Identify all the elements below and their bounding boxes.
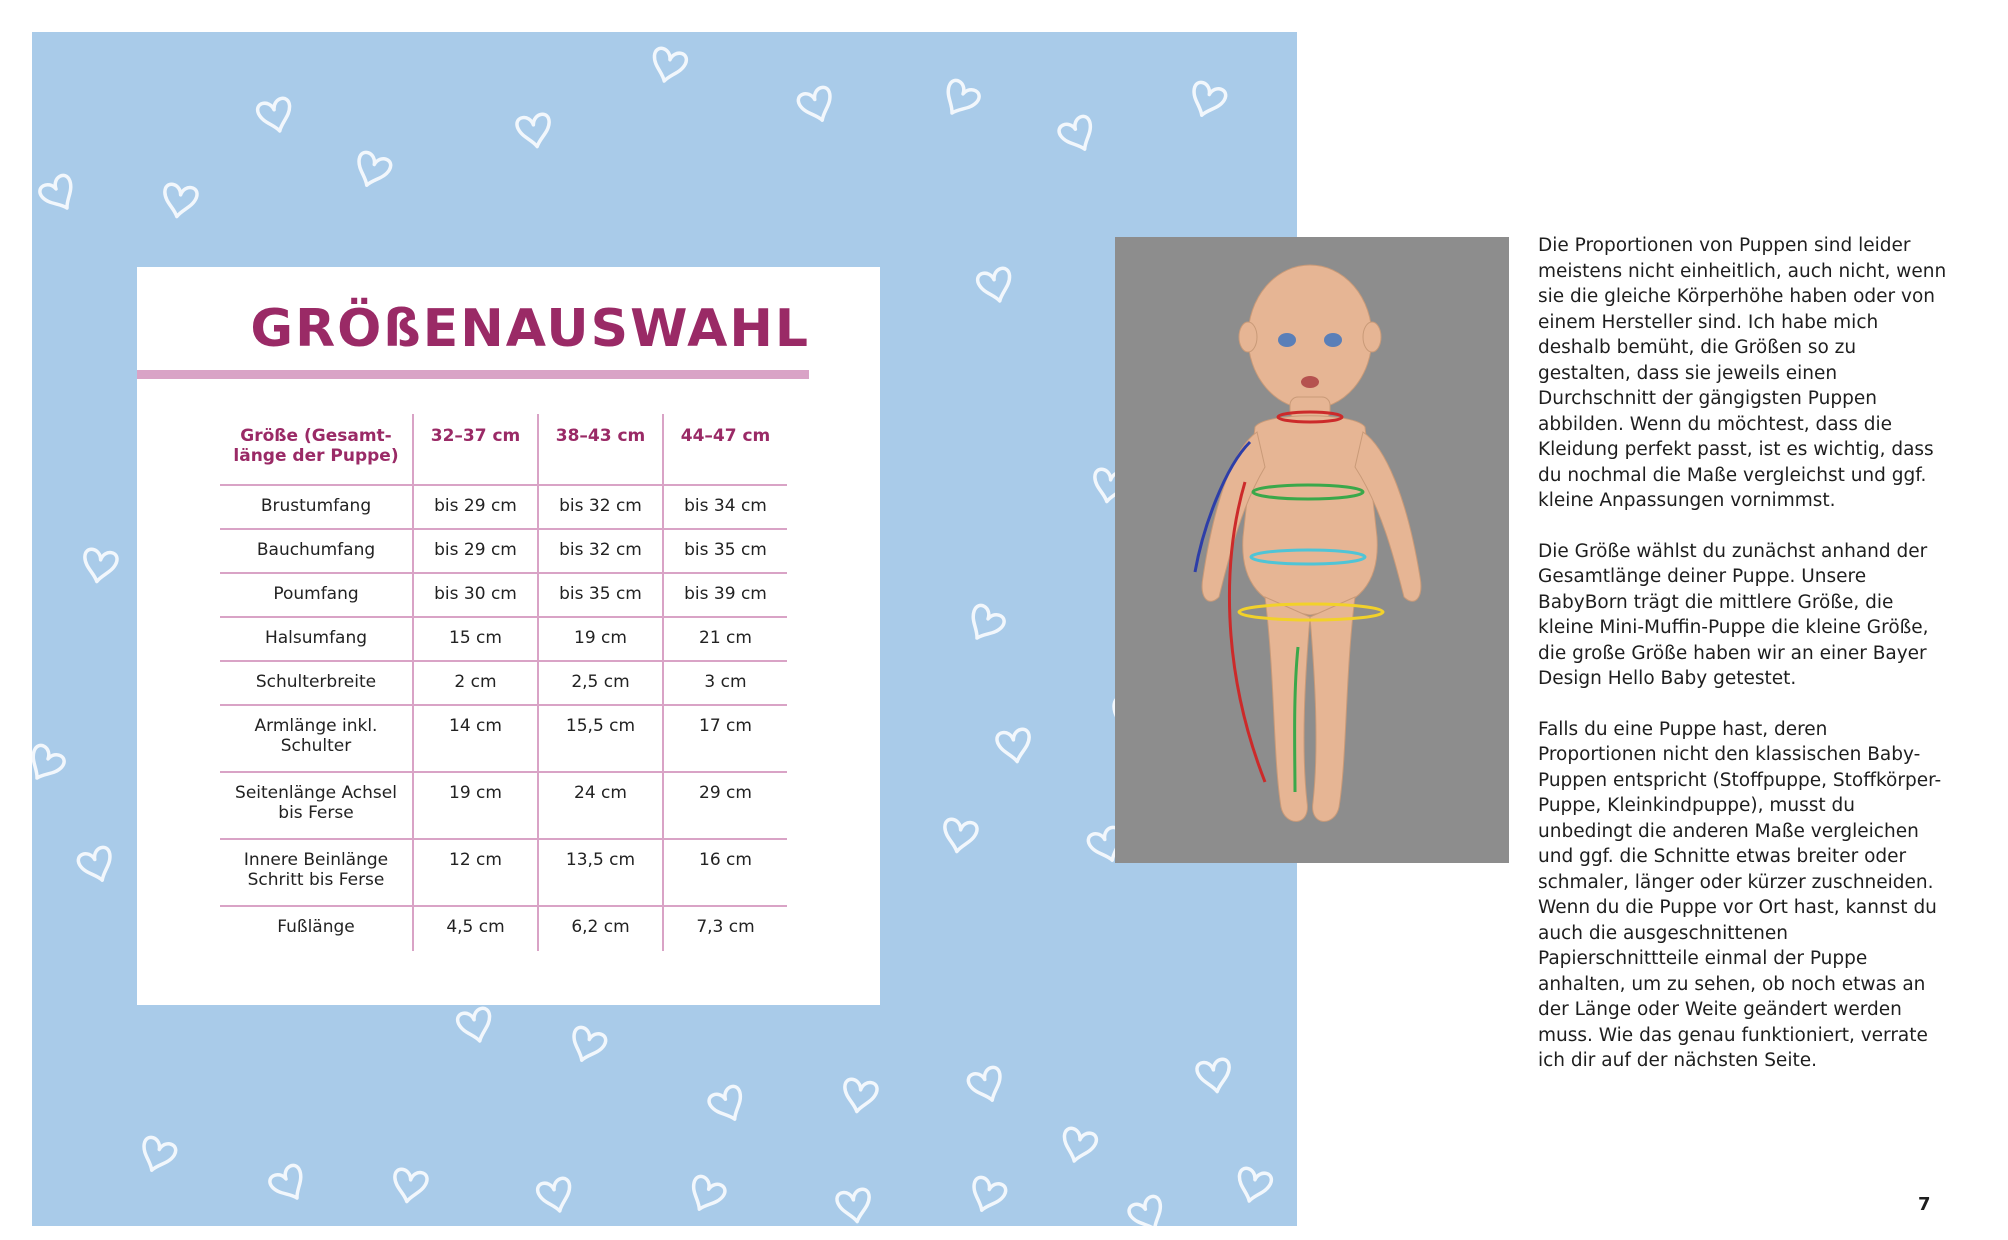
cell-medium: 2,5 cm <box>538 661 663 705</box>
row-label: Halsumfang <box>220 617 413 661</box>
table-row-innere-beinlaenge <box>220 839 787 906</box>
doll-ear-right <box>1363 322 1381 352</box>
heart-decoration <box>963 603 1007 646</box>
heart-decoration <box>796 86 837 126</box>
table-row-armlaenge <box>220 705 787 772</box>
heart-decoration <box>967 1176 1008 1216</box>
cell-large: 7,3 cm <box>663 906 787 951</box>
table-row-schulterbreite <box>220 661 787 705</box>
heart-decoration <box>836 1188 873 1224</box>
table-row-fusslaenge <box>220 906 787 951</box>
heart-decoration <box>1187 81 1228 121</box>
cell-small: 4,5 cm <box>413 906 538 951</box>
heart-decoration <box>1057 114 1099 156</box>
cell-large: 3 cm <box>663 661 787 705</box>
row-label: Armlänge inkl. Schulter <box>220 705 413 772</box>
heart-decoration <box>707 1084 749 1126</box>
table-row-bauchumfang <box>220 529 787 573</box>
cell-small: bis 29 cm <box>413 529 538 573</box>
row-label: Schulterbreite <box>220 661 413 705</box>
row-label: Fußlänge <box>220 906 413 951</box>
row-label: Innere Beinlänge Schritt bis Ferse <box>220 839 413 906</box>
cell-medium: 6,2 cm <box>538 906 663 951</box>
heart-decoration <box>516 113 553 149</box>
size-chart-card <box>137 267 880 1005</box>
heart-decoration <box>649 47 688 85</box>
doll-eye-left <box>1278 333 1296 347</box>
heart-decoration <box>841 1078 878 1114</box>
page-number: 7 <box>1918 1194 1931 1215</box>
heart-decoration <box>996 728 1033 764</box>
cell-medium: 13,5 cm <box>538 839 663 906</box>
cell-large: 29 cm <box>663 772 787 839</box>
heart-decoration <box>1059 1127 1098 1165</box>
cell-medium: bis 32 cm <box>538 485 663 529</box>
heart-decoration <box>941 818 978 854</box>
doll-eye-right <box>1324 333 1342 347</box>
cell-large: bis 34 cm <box>663 485 787 529</box>
row-label: Seitenlänge Achsel bis Ferse <box>220 772 413 839</box>
heart-decoration <box>81 548 118 584</box>
cell-large: bis 35 cm <box>663 529 787 573</box>
heart-decoration <box>137 1136 178 1176</box>
heart-decoration <box>391 1168 428 1204</box>
hearts-fabric-background <box>32 32 1297 1226</box>
heart-decoration <box>938 78 982 121</box>
column-header-size: Größe (Gesamt-länge der Puppe) <box>233 426 399 466</box>
heart-decoration <box>567 1026 608 1066</box>
cell-medium: bis 32 cm <box>538 529 663 573</box>
cell-small: 19 cm <box>413 772 538 839</box>
heart-decoration <box>456 1007 495 1045</box>
table-row-seitenlaenge <box>220 772 787 839</box>
row-label: Poumfang <box>220 573 413 617</box>
doll-torso <box>1243 416 1378 615</box>
size-table-header <box>220 414 787 485</box>
table-row-brustumfang <box>220 485 787 529</box>
cell-large: bis 39 cm <box>663 573 787 617</box>
paragraph: Falls du eine Puppe hast, deren Proportionen nicht den klassischen Baby-Puppen entspricht (Stoffpuppe, Stoffkörper-Puppe, Kleinkindpuppe), musst du unbedingt die anderen Maße vergleichen und ggf. die Schnitte etwas breiter oder schmaler, länger oder kürzer zuschneiden. Wenn du die Puppe vor Ort hast, kannst du auch die ausgeschnittenen Papierschnittteile einmal der Puppe anhalten, um zu sehen, ob noch etwas an der Länge oder Weite geändert werden muss. Wie das genau funktioniert, verrate ich dir auf der nächsten Seite. <box>1538 718 1942 1071</box>
column-header-medium: 38–43 cm <box>538 414 663 485</box>
heart-decoration <box>267 1163 311 1206</box>
heart-decoration <box>256 97 295 135</box>
heart-decoration <box>966 1066 1007 1106</box>
cell-medium: bis 35 cm <box>538 573 663 617</box>
heart-decoration <box>37 173 81 216</box>
doll-ear-left <box>1239 322 1257 352</box>
heart-decoration <box>1234 1167 1273 1205</box>
cell-medium: 24 cm <box>538 772 663 839</box>
size-table <box>220 414 787 951</box>
heart-decoration <box>685 1174 727 1216</box>
column-header-small: 32–37 cm <box>413 414 538 485</box>
cell-large: 21 cm <box>663 617 787 661</box>
cell-large: 16 cm <box>663 839 787 906</box>
table-row-poumfang <box>220 573 787 617</box>
cell-small: bis 29 cm <box>413 485 538 529</box>
column-header-large: 44–47 cm <box>663 414 787 485</box>
heart-decoration <box>1196 1058 1233 1094</box>
title-underline <box>137 370 809 379</box>
body-text <box>1538 233 1948 1099</box>
cell-medium: 15,5 cm <box>538 705 663 772</box>
cell-small: 14 cm <box>413 705 538 772</box>
heart-decoration <box>352 151 393 191</box>
heart-decoration <box>32 743 67 786</box>
paragraph: Die Größe wählst du zunächst anhand der Gesamtlänge deiner Puppe. Unsere BabyBorn trägt die mittlere Größe, die kleine Mini-Muffin-Puppe die kleine Größe, die große Größe haben wir an einer Bayer Design Hello Baby getestet. <box>1538 540 1929 689</box>
row-label: Brustumfang <box>220 485 413 529</box>
cell-small: bis 30 cm <box>413 573 538 617</box>
heart-decoration <box>1127 1194 1169 1226</box>
size-chart-title: GRÖßENAUSWAHL <box>250 299 810 359</box>
doll-mouth <box>1301 376 1319 388</box>
cell-small: 2 cm <box>413 661 538 705</box>
cell-small: 12 cm <box>413 839 538 906</box>
heart-decoration <box>76 846 117 886</box>
paragraph: Die Proportionen von Puppen sind leider meistens nicht einheitlich, auch nicht, wenn sie die gleiche Körperhöhe haben oder von einem Hersteller sind. Ich habe mich deshalb bemüht, die Größen so zu gestalten, dass sie jeweils einen Durchschnitt der gängigsten Puppen abbilden. Wenn du möchtest, dass die Kleidung perfekt passt, ist es wichtig, dass du nochmal die Maße vergleichst und ggf. kleine Anpassungen vornimmst. <box>1538 235 1947 511</box>
row-label: Bauchumfang <box>220 529 413 573</box>
cell-large: 17 cm <box>663 705 787 772</box>
cell-small: 15 cm <box>413 617 538 661</box>
heart-decoration <box>976 267 1015 305</box>
cell-medium: 19 cm <box>538 617 663 661</box>
doll-measurement-photo <box>1115 237 1509 863</box>
heart-decoration <box>161 183 198 219</box>
heart-decoration <box>536 1177 575 1215</box>
table-row-halsumfang <box>220 617 787 661</box>
